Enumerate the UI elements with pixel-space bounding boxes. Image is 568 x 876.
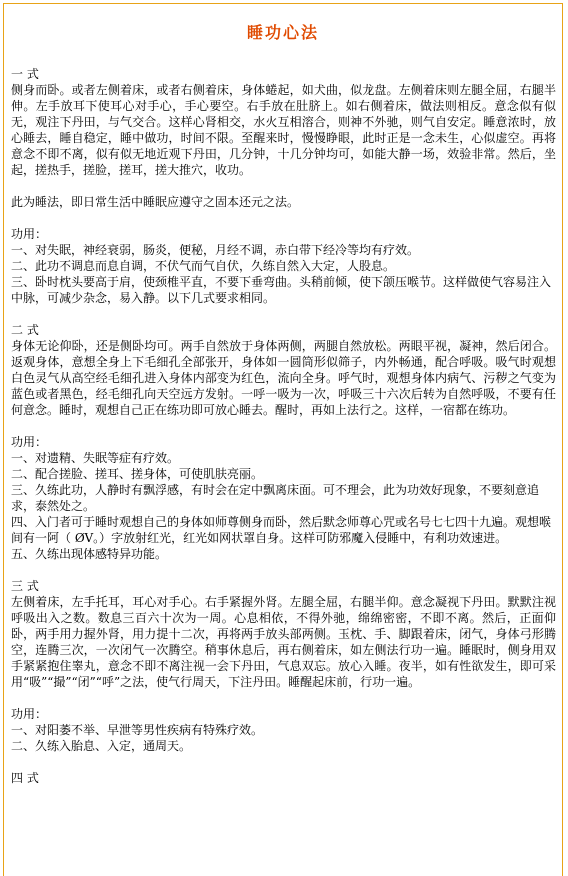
- effect-item: 一、对阳萎不举、早泄等男性疾病有特殊疗效。: [11, 723, 264, 737]
- section-body: 侧身而卧。或者左侧着床，或者右侧着床，身体蜷起，如犬曲，似龙盘。左侧着床则左腿全屈，右腿半伸。左手放耳下使耳心对手心，手心要空。右手放在肚脐上。如右侧着床，做法则相反。意念似有似无，观注下丹田，与气交合。这样心肾相交，水火互相溶合，则神不外驰，则气自安定。睡意浓时，放心睡去，睡自稳定，睡中做功，时间不限。至醒来时，慢慢睁眼，此时正是一念未生，心似虚空。再将意念不即不离，似有似无地近观下丹田，几分钟，十几分钟均可，如能大静一场，效验非常。然后，坐起，搓热手，搓脸，搓耳，搓大推穴，收功。: [11, 83, 556, 177]
- section-2-effects: [11, 434, 556, 562]
- section-1: [11, 66, 556, 178]
- section-heading: 三 式: [11, 579, 39, 593]
- effects-label: 功用：: [11, 227, 48, 241]
- effect-item: 五、久练出现体感特异功能。: [11, 547, 168, 561]
- section-1-effects: [11, 226, 556, 306]
- section-heading: 二 式: [11, 323, 39, 337]
- section-note: [11, 194, 556, 210]
- effects-label: 功用：: [11, 435, 48, 449]
- effect-item: 四、入门者可于睡时观想自己的身体如师尊侧身而卧，然后默念师尊心咒或名号七七四十九遍。观想喉间有一阿（ ØV。）字放射红光，红光如网状罩自身。这样可防邪魔入侵睡中，有利功效速进。: [11, 515, 552, 545]
- page-frame: [3, 3, 563, 876]
- effect-item: 三、久练此功，人静时有飘浮感，有时会在定中飘离床面。可不理会，此为功效好现象，不要刻意追求，泰然处之。: [11, 483, 540, 513]
- section-3-effects: [11, 706, 556, 754]
- effect-item: 三、卧时枕头要高于肩，使颈椎平直，不要下垂弯曲。头稍前倾，使下颌压喉节。这样做使气容易注入中脉，可减少杂念，易入静。以下几式要求相同。: [11, 275, 552, 305]
- effect-item: 一、对遗精、失眠等症有疗效。: [11, 451, 180, 465]
- effect-item: 二、久练入胎息、入定，通周天。: [11, 739, 192, 753]
- article-content: [11, 66, 556, 802]
- section-body: 左侧着床，左手托耳，耳心对手心。右手紧握外肾。左腿全屈，右腿半仰。意念凝视下丹田。默默注视呼吸出入之数。数息三百六十次为一周。心息相依，不得外驰，绵绵密密，不即不离。然后，正面仰卧，两手用力握外肾，用力提十二次，再将两手放头部两侧。玉枕、手、脚跟着床，闭气，身体弓形腾空，连腾三次，一次闭气一次腾空。稍事休息后，再右侧着床，如左侧法行功一遍。睡眠时，侧身用双手紧紧抱住睾丸，意念不即不离注视一会下丹田，气息双忘。放心入睡。夜半，如有性欲发生，即可采用“吸”“撮”“闭”“呼”之法，使气行周天，下注丹田。睡醒起床前，行功一遍。: [11, 595, 556, 689]
- section-body: 身体无论仰卧，还是侧卧均可。两手自然放于身体两侧，两腿自然放松。两眼平视，凝神，然后闭合。返观身体，意想全身上下毛细孔全部张开，身体如一圆筒形似筛子，内外畅通，配合呼吸。吸气时观想白色灵气从高空经毛细孔进入身体内部变为红色，流向全身。呼气时，观想身体内病气、污秽之气变为蓝色或者黑色，经毛细孔向天空远方发射。一呼一吸为一次，呼吸三十六次后转为自然呼吸，不要有任何意念。睡时，观想自己正在练功即可放心睡去。醒时，再如上法行之。这样，一宿都在练功。: [11, 339, 556, 417]
- section-heading: 四 式: [11, 771, 39, 785]
- page-title: 睡功心法: [246, 23, 319, 42]
- section-heading: 一 式: [11, 67, 39, 81]
- section-note-text: 此为睡法，即日常生活中睡眠应遵守之固本还元之法。: [11, 195, 300, 209]
- effect-item: 二、此功不调息而息自调，不伏气而气自伏，久练自然入大定，人股息。: [11, 259, 396, 273]
- section-2: [11, 322, 556, 418]
- effect-item: 一、对失眠，神经衰弱，肠炎，便秘，月经不调，赤白带下经冷等均有疗效。: [11, 243, 420, 257]
- effect-item: 二、配合搓脸、搓耳、搓身体，可使肌肤亮丽。: [11, 467, 264, 481]
- section-3: [11, 578, 556, 690]
- effects-label: 功用：: [11, 707, 48, 721]
- section-4: [11, 770, 556, 786]
